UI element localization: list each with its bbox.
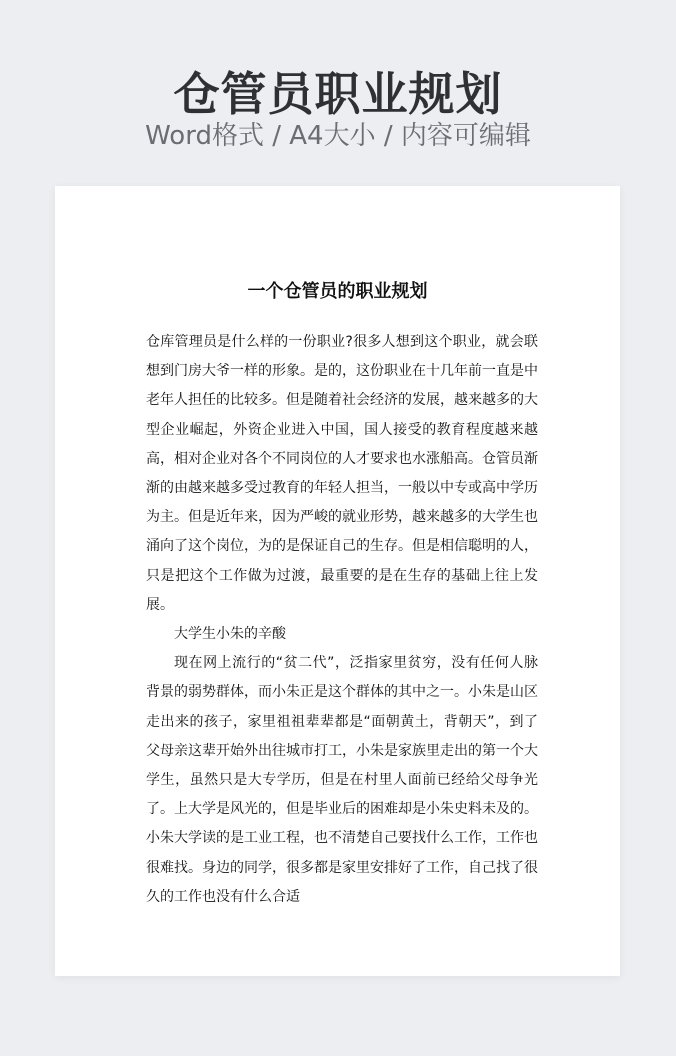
section-heading: 大学生小朱的辛酸 (174, 626, 286, 643)
banner-header (0, 0, 676, 180)
paragraph-story: 现在网上流行的“贫二代”，泛指家里贫穷，没有任何人脉背景的弱势群体，而小朱正是这个群体的其中之一。小朱是山区走出来的孩子，家里祖祖辈辈都是“面朝黄土，背朝天”，到了父母亲这辈开始外出往城市打工，小朱是家族里走出的第一个大学生，虽然只是大专学历，但是在村里人面前已经给父母争光了。上大学是风光的，但是毕业后的困难却是小朱史料未及的。小朱大学读的是工业工程，也不清楚自己要找什么工作，工作也很难找。身边的同学，很多都是家里安排好了工作，自己找了很久的工作也没有什么合适 (146, 655, 538, 905)
banner-title: 仓管员职业规划 (173, 67, 503, 121)
banner-subtitle: Word格式 / A4大小 / 内容可编辑 (145, 121, 531, 151)
document-title: 一个仓管员的职业规划 (247, 281, 428, 302)
document-body (146, 328, 538, 912)
paragraph-intro: 仓库管理员是什么样的一份职业?很多人想到这个职业，就会联想到门房大爷一样的形象。是的，这份职业在十几年前一直是中老年人担任的比较多。但是随着社会经济的发展，越来越多的大型企业崛起，外资企业进入中国，国人接受的教育程度越来越高，相对企业对各个不同岗位的人才要求也水涨船高。仓管员渐渐的由越来越多受过教育的年轻人担当，一般以中专或高中学历为主。但是近年来，因为严峻的就业形势，越来越多的大学生也涌向了这个岗位，为的是保证自己的生存。但是相信聪明的人，只是把这个工作做为过渡，最重要的是在生存的基础上往上发展。 (146, 334, 538, 613)
document-page (55, 186, 620, 976)
